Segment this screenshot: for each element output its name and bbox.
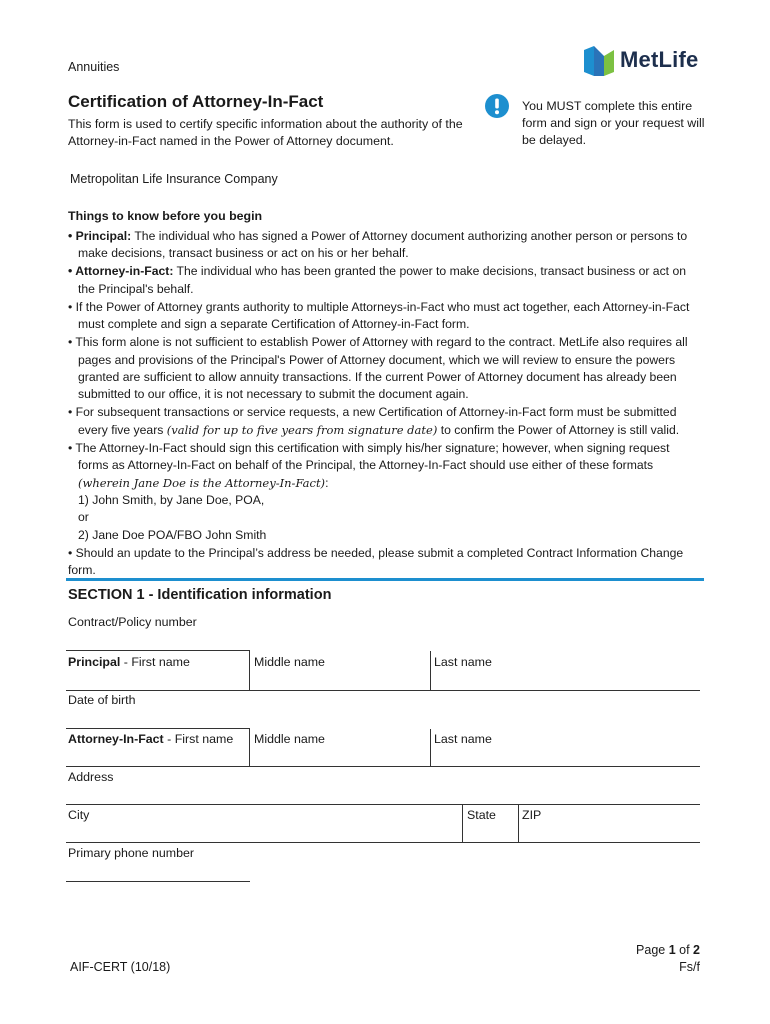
field-divider <box>430 651 431 691</box>
aif-name-field[interactable] <box>66 766 700 767</box>
definition-text: make decisions, transact business or act on his or her behalf. <box>78 246 409 261</box>
field-divider <box>249 729 250 767</box>
date-of-birth-label: Date of birth <box>68 693 136 707</box>
validity-note: (valid for up to five years from signature date) <box>166 422 438 437</box>
document-category: Annuities <box>68 60 120 74</box>
form-code: AIF-CERT (10/18) <box>70 960 171 974</box>
example-format-2: 2) Jane Doe POA/FBO John Smith <box>78 527 267 542</box>
term-attorney-in-fact: • Attorney-in-Fact: <box>68 264 174 279</box>
term-principal: • Principal: <box>68 229 132 243</box>
page-total: 2 <box>693 943 700 957</box>
field-divider <box>462 805 463 843</box>
list-text: every five years <box>78 422 167 437</box>
format-note: (wherein Jane Doe is the Attorney-In-Fact) <box>78 475 326 490</box>
address-field[interactable] <box>66 804 700 805</box>
list-text: • Should an update to the Principal’s address be needed, please submit a completed Contract Information Change form. <box>68 545 684 578</box>
list-text: granted are sufficient to allow annuity transactions. If the current Power of Attorney document has already been <box>78 370 677 385</box>
principal-last-name-label: Last name <box>434 655 492 669</box>
list-text: submitted to our office, it is not necessary to submit the document again. <box>78 387 469 402</box>
example-or: or <box>78 510 89 525</box>
page-label: Page <box>636 943 669 957</box>
aif-middle-name-label: Middle name <box>254 732 325 746</box>
contract-number-label: Contract/Policy number <box>68 615 197 629</box>
aif-last-name-label: Last name <box>434 732 492 746</box>
alert-message: You MUST complete this entire form and sign or your request will be delayed. <box>522 99 705 147</box>
list-item <box>68 228 708 263</box>
list-item <box>68 440 708 544</box>
company-name: Metropolitan Life Insurance Company <box>70 172 278 186</box>
list-text: to confirm the Power of Attorney is still valid. <box>437 422 680 437</box>
section-1-title: SECTION 1 - Identification information <box>68 587 332 603</box>
date-of-birth-field[interactable] <box>66 728 250 729</box>
primary-phone-label: Primary phone number <box>68 846 195 860</box>
principal-first-name-label <box>68 655 190 669</box>
exclamation-circle-icon <box>485 94 509 118</box>
aif-first-name-label <box>68 732 233 746</box>
logo-text: MetLife <box>620 47 699 72</box>
definition-text: The individual who has signed a Power of Attorney document authorizing another person or persons to <box>131 229 688 243</box>
form-suffix: Fs/f <box>679 960 700 974</box>
list-item <box>68 404 708 439</box>
list-text: must complete and sign a separate Certification of Attorney-in-Fact form. <box>78 317 470 332</box>
first-name-label: - First name <box>120 655 190 669</box>
definition-text: the Principal's behalf. <box>78 281 194 296</box>
definition-text: The individual who has been granted the power to make decisions, transact business or act on <box>173 264 687 279</box>
field-divider <box>518 805 519 843</box>
principal-label: Principal <box>68 655 121 669</box>
list-text: • This form alone is not sufficient to establish Power of Attorney with regard to the contract. MetLife also requires all <box>68 335 688 350</box>
example-format-1: 1) John Smith, by Jane Doe, POA, <box>78 493 265 508</box>
first-name-label: - First name <box>163 732 234 746</box>
city-label: City <box>68 808 90 822</box>
field-divider <box>249 651 250 691</box>
principal-name-field[interactable] <box>66 690 700 691</box>
metlife-logo-mark-icon <box>584 46 614 76</box>
page-title: Certification of Attorney-In-Fact <box>68 92 324 111</box>
page-number <box>636 943 700 957</box>
city-state-zip-field[interactable] <box>66 842 700 843</box>
list-item <box>68 545 708 580</box>
intro-text: This form is used to certify specific information about the authority of the Attorney-in-Fact named in the Power of Attorney document. <box>68 117 463 148</box>
section-divider <box>66 578 704 581</box>
list-text: : <box>325 475 329 490</box>
contract-number-field[interactable] <box>66 650 250 651</box>
page-current: 1 <box>668 943 676 957</box>
metlife-logo <box>584 46 704 76</box>
list-text: forms as Attorney-In-Fact on behalf of the Principal, the Attorney-In-Fact should use either of these formats <box>78 458 654 473</box>
primary-phone-field[interactable] <box>66 881 250 882</box>
things-to-know-heading: Things to know before you begin <box>68 209 263 223</box>
things-to-know-list <box>68 228 708 580</box>
list-item <box>68 334 708 404</box>
list-item <box>68 263 708 298</box>
state-label: State <box>467 808 496 822</box>
list-item <box>68 299 708 334</box>
list-text: • If the Power of Attorney grants authority to multiple Attorneys-in-Fact who must act together, each Attorney-in-Fact <box>68 299 690 314</box>
page-of: of <box>675 943 694 957</box>
field-divider <box>430 729 431 767</box>
list-text: • For subsequent transactions or service requests, a new Certification of Attorney-in-Fact form must be submitted <box>68 405 677 420</box>
principal-middle-name-label: Middle name <box>254 655 325 669</box>
aif-label: Attorney-In-Fact <box>68 732 164 746</box>
list-text: • The Attorney-In-Fact should sign this certification with simply his/her signature; however, when signing request <box>68 440 670 455</box>
list-text: pages and provisions of the Principal's Power of Attorney document, which we will review to ensure the powers <box>78 352 676 367</box>
address-label: Address <box>68 770 114 784</box>
zip-label: ZIP <box>522 808 542 822</box>
